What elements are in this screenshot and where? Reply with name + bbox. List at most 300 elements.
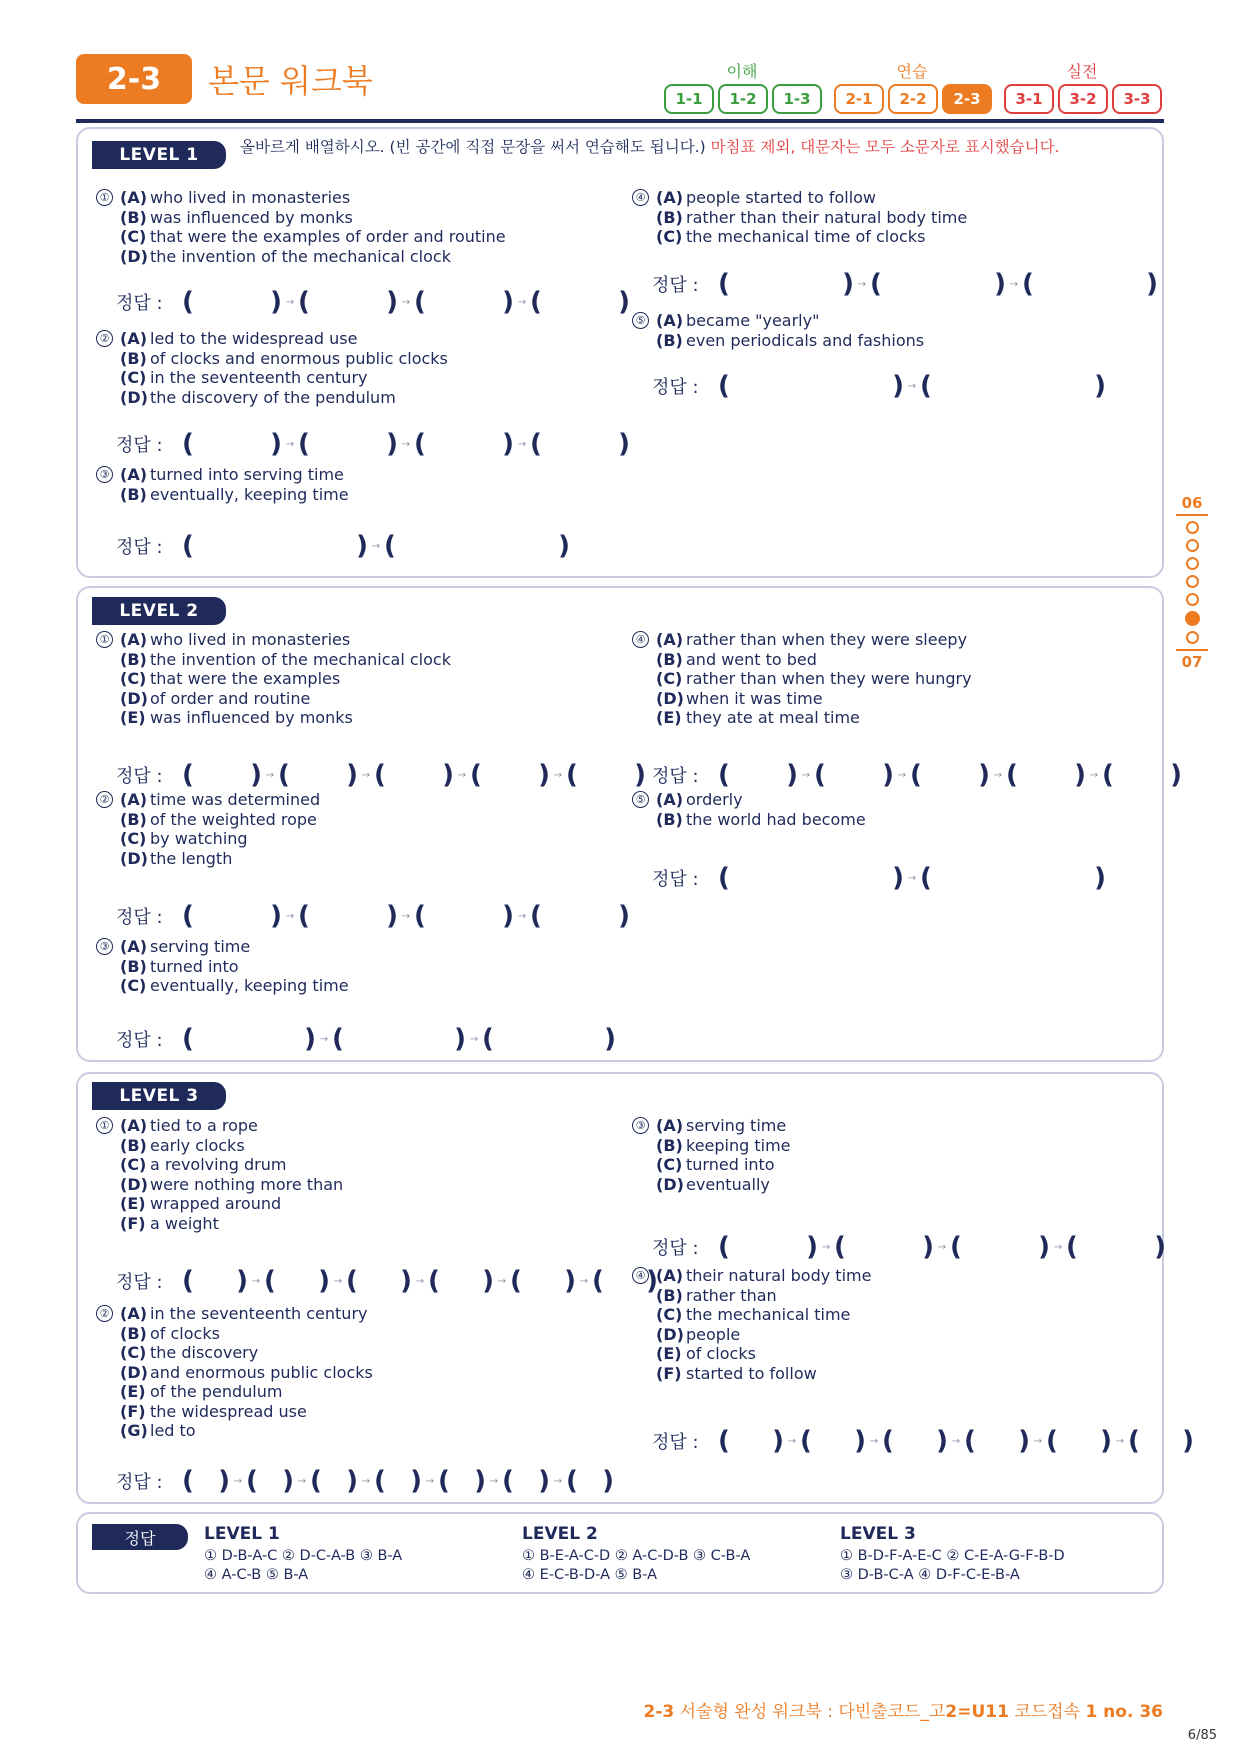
phrase-item bbox=[120, 485, 349, 505]
order-arrow: → bbox=[1115, 1435, 1125, 1447]
phrase-letter: (G) bbox=[120, 1421, 148, 1440]
nav-group-exam bbox=[1004, 84, 1162, 114]
answer-blank[interactable]: ( ) bbox=[530, 429, 630, 459]
phrase-item bbox=[656, 790, 866, 810]
order-arrow: → bbox=[907, 872, 917, 884]
answer-blank[interactable]: ( ) bbox=[182, 901, 282, 931]
order-arrow: → bbox=[285, 438, 295, 450]
phrase-text: of the weighted rope bbox=[150, 809, 317, 829]
unit-badge: 2-3 bbox=[76, 54, 192, 104]
answer-blank[interactable]: ( ) bbox=[502, 1466, 550, 1496]
phrase-item bbox=[120, 708, 451, 728]
phrase-letter: (A) bbox=[120, 188, 148, 207]
answer-blank[interactable]: ( ) bbox=[298, 901, 398, 931]
phrase-item bbox=[656, 1364, 871, 1384]
phrase-letter: (D) bbox=[120, 688, 148, 708]
phrase-letter: (F) bbox=[120, 1213, 146, 1233]
answer-blank[interactable]: ( ) bbox=[592, 1266, 658, 1296]
answer-row bbox=[116, 429, 630, 459]
phrase-letter: (B) bbox=[656, 649, 683, 669]
nav-tab-3-2[interactable]: 3-2 bbox=[1058, 84, 1108, 114]
phrase-text: a revolving drum bbox=[150, 1155, 287, 1174]
order-arrow: → bbox=[857, 278, 867, 290]
level-1-tag: LEVEL 1 bbox=[92, 141, 226, 169]
phrase-text: of order and routine bbox=[150, 688, 311, 708]
phrase-item bbox=[120, 1363, 373, 1383]
answer-blank[interactable]: ( ) bbox=[510, 1266, 576, 1296]
phrase-letter: (D) bbox=[656, 1174, 684, 1194]
answer-blank[interactable]: ( ) bbox=[374, 760, 454, 790]
order-arrow: → bbox=[1033, 1435, 1043, 1447]
order-arrow: → bbox=[251, 1275, 261, 1287]
order-arrow: → bbox=[497, 1275, 507, 1287]
answer-row bbox=[652, 269, 1158, 299]
phrase-text: the world had become bbox=[686, 809, 866, 829]
phrase-letter: (B) bbox=[656, 1285, 683, 1305]
order-arrow: → bbox=[285, 296, 295, 308]
phrase-letter: (A) bbox=[656, 1266, 684, 1285]
order-arrow: → bbox=[517, 910, 527, 922]
phrase-item bbox=[120, 208, 506, 228]
phrase-text: people started to follow bbox=[686, 188, 877, 207]
answer-blank[interactable]: ( ) bbox=[346, 1266, 412, 1296]
answer-blank[interactable]: ( ) bbox=[182, 760, 262, 790]
phrase-text: rather than their natural body time bbox=[686, 207, 968, 227]
phrase-letter: (F) bbox=[656, 1363, 682, 1383]
answer-key-line: ③ D-B-C-A ④ D-F-C-E-B-A bbox=[840, 1567, 1020, 1583]
answer-blank[interactable]: ( ) bbox=[566, 1466, 614, 1496]
nav-tab-1-1[interactable]: 1-1 bbox=[664, 84, 714, 114]
answer-key-heading: LEVEL 3 bbox=[840, 1524, 916, 1544]
answer-blank[interactable]: ( ) bbox=[182, 1466, 230, 1496]
phrase-item bbox=[656, 1136, 791, 1156]
answer-blank[interactable]: ( ) bbox=[834, 1232, 934, 1262]
phrase-letter: (C) bbox=[120, 368, 147, 387]
order-arrow: → bbox=[787, 1435, 797, 1447]
order-arrow: → bbox=[489, 1475, 499, 1487]
phrase-item bbox=[120, 1175, 343, 1195]
order-arrow: → bbox=[457, 769, 467, 781]
phrase-text: of clocks and enormous public clocks bbox=[150, 348, 448, 368]
phrase-item bbox=[120, 188, 506, 208]
category-understanding: 이해 bbox=[726, 62, 758, 81]
order-arrow: → bbox=[821, 1241, 831, 1253]
phrase-item bbox=[120, 1194, 343, 1214]
phrase-item bbox=[120, 227, 506, 247]
order-arrow: → bbox=[1089, 769, 1099, 781]
order-arrow: → bbox=[371, 540, 381, 552]
answer-label: 정답 : bbox=[652, 869, 699, 890]
phrase-letter: (C) bbox=[120, 1155, 147, 1174]
answer-blank[interactable]: ( ) bbox=[910, 760, 990, 790]
phrase-letter: (D) bbox=[120, 848, 148, 868]
answer-key-heading: LEVEL 2 bbox=[522, 1524, 598, 1544]
answer-row bbox=[116, 1466, 614, 1496]
phrase-letter: (E) bbox=[120, 708, 146, 727]
phrase-letter: (B) bbox=[120, 348, 147, 368]
answer-blank[interactable]: ( ) bbox=[882, 1426, 948, 1456]
footer-text-2: 코드접속 bbox=[1014, 1702, 1081, 1722]
answer-row bbox=[652, 371, 1106, 401]
phrase-text: they ate at meal time bbox=[686, 708, 860, 727]
phrase-letter: (A) bbox=[120, 1116, 148, 1135]
phrase-item bbox=[120, 1382, 373, 1402]
nav-tab-2-2[interactable]: 2-2 bbox=[888, 84, 938, 114]
phrase-item bbox=[120, 1402, 373, 1422]
phrase-item bbox=[120, 790, 320, 810]
answer-label: 정답 : bbox=[116, 293, 163, 314]
phrase-text: wrapped around bbox=[150, 1194, 282, 1213]
answer-blank[interactable]: ( ) bbox=[332, 1024, 466, 1054]
phrase-letter: (C) bbox=[656, 1305, 683, 1324]
phrase-text: rather than bbox=[686, 1285, 777, 1305]
phrase-item bbox=[120, 810, 320, 830]
answer-row bbox=[116, 1266, 658, 1296]
answer-blank[interactable]: ( ) bbox=[1102, 760, 1182, 790]
phrase-text: and went to bed bbox=[686, 649, 817, 669]
answer-blank[interactable]: ( ) bbox=[964, 1426, 1030, 1456]
phrase-text: of clocks bbox=[686, 1344, 756, 1363]
order-arrow: → bbox=[993, 769, 1003, 781]
phrase-text: led to the widespread use bbox=[150, 329, 358, 348]
phrase-text: their natural body time bbox=[686, 1266, 872, 1285]
nav-tab-3-3[interactable]: 3-3 bbox=[1112, 84, 1162, 114]
question-number: ② bbox=[96, 791, 113, 808]
answer-blank[interactable]: ( ) bbox=[718, 1232, 818, 1262]
order-arrow: → bbox=[265, 769, 275, 781]
phrase-item bbox=[656, 669, 972, 689]
order-arrow: → bbox=[297, 1475, 307, 1487]
footer-number: 1 no. 36 bbox=[1085, 1702, 1163, 1722]
order-arrow: → bbox=[333, 1275, 343, 1287]
answer-blank[interactable]: ( ) bbox=[278, 760, 358, 790]
nav-tab-2-1[interactable]: 2-1 bbox=[834, 84, 884, 114]
answer-label: 정답 : bbox=[116, 537, 163, 558]
phrase-item bbox=[120, 1214, 343, 1234]
phrase-letter: (C) bbox=[656, 669, 683, 688]
answer-blank[interactable]: ( ) bbox=[718, 269, 854, 299]
phrase-letter: (B) bbox=[120, 207, 147, 227]
question-number: ② bbox=[96, 1305, 113, 1322]
answer-blank[interactable]: ( ) bbox=[950, 1232, 1050, 1262]
nav-tab-3-1[interactable]: 3-1 bbox=[1004, 84, 1054, 114]
phrase-letter: (F) bbox=[120, 1401, 146, 1421]
answer-blank[interactable]: ( ) bbox=[718, 371, 904, 401]
phrase-letter: (B) bbox=[120, 1135, 147, 1155]
phrase-letter: (C) bbox=[120, 669, 147, 688]
phrase-letter: (B) bbox=[120, 1323, 147, 1343]
phrase-text: when it was time bbox=[686, 688, 823, 708]
answer-blank[interactable]: ( ) bbox=[182, 429, 282, 459]
question-number: ③ bbox=[96, 938, 113, 955]
answer-blank[interactable]: ( ) bbox=[1128, 1426, 1194, 1456]
answer-key-level-2 bbox=[522, 1524, 750, 1585]
phrase-text: tied to a rope bbox=[150, 1116, 258, 1135]
answer-row bbox=[652, 760, 1182, 790]
order-arrow: → bbox=[1053, 1241, 1063, 1253]
phrase-item bbox=[120, 689, 451, 709]
answer-key-line: ① B-E-A-C-D ② A-C-D-B ③ C-B-A bbox=[522, 1548, 751, 1564]
phrase-item bbox=[120, 1421, 373, 1441]
nav-group-practice bbox=[834, 84, 992, 114]
section-tracker bbox=[1176, 494, 1208, 671]
phrase-text: eventually, keeping time bbox=[150, 976, 349, 995]
phrase-text: led to bbox=[150, 1421, 196, 1440]
answer-blank[interactable]: ( ) bbox=[414, 901, 514, 931]
answer-blank[interactable]: ( ) bbox=[414, 429, 514, 459]
phrase-text: the discovery of the pendulum bbox=[150, 387, 396, 407]
phrase-item bbox=[120, 465, 349, 485]
phrase-letter: (D) bbox=[656, 688, 684, 708]
nav-tab-1-3[interactable]: 1-3 bbox=[772, 84, 822, 114]
answer-blank[interactable]: ( ) bbox=[566, 760, 646, 790]
order-arrow: → bbox=[361, 1475, 371, 1487]
answer-blank[interactable]: ( ) bbox=[182, 287, 282, 317]
answer-key-line: ① D-B-A-C ② D-C-A-B ③ B-A bbox=[204, 1548, 403, 1564]
answer-blank[interactable]: ( ) bbox=[298, 287, 398, 317]
answer-blank[interactable]: ( ) bbox=[1046, 1426, 1112, 1456]
answer-blank[interactable]: ( ) bbox=[482, 1024, 616, 1054]
answer-blank[interactable]: ( ) bbox=[384, 531, 570, 561]
answer-blank[interactable]: ( ) bbox=[718, 760, 798, 790]
answer-blank[interactable]: ( ) bbox=[246, 1466, 294, 1496]
phrase-item bbox=[120, 630, 451, 650]
order-arrow: → bbox=[469, 1033, 479, 1045]
phrase-item bbox=[120, 1324, 373, 1344]
phrase-text: serving time bbox=[686, 1116, 787, 1135]
phrase-letter: (A) bbox=[120, 465, 148, 484]
phrase-item bbox=[120, 1155, 343, 1175]
answer-blank[interactable]: ( ) bbox=[718, 863, 904, 893]
instruction-main: 올바르게 배열하시오. (빈 공간에 직접 문장을 써서 연습해도 됩니다.) bbox=[240, 138, 706, 156]
phrase-letter: (A) bbox=[120, 1304, 148, 1323]
question-number: ③ bbox=[96, 466, 113, 483]
phrase-item bbox=[656, 227, 967, 247]
phrase-text: was influenced by monks bbox=[150, 207, 353, 227]
answer-label: 정답 : bbox=[652, 1238, 699, 1259]
answer-blank[interactable]: ( ) bbox=[1006, 760, 1086, 790]
phrase-text: a weight bbox=[150, 1213, 219, 1233]
answer-blank[interactable]: ( ) bbox=[1066, 1232, 1166, 1262]
order-arrow: → bbox=[401, 438, 411, 450]
answer-label: 정답 : bbox=[652, 377, 699, 398]
answer-blank[interactable]: ( ) bbox=[414, 287, 514, 317]
instruction bbox=[240, 137, 1140, 158]
phrase-item bbox=[120, 1304, 373, 1324]
phrase-text: in the seventeenth century bbox=[150, 1304, 368, 1323]
question-number: ④ bbox=[632, 189, 649, 206]
phrase-text: the mechanical time of clocks bbox=[686, 227, 926, 246]
phrase-letter: (B) bbox=[656, 330, 683, 350]
phrase-letter: (B) bbox=[656, 809, 683, 829]
header-divider bbox=[76, 119, 1164, 123]
answer-key-line: ④ A-C-B ⑤ B-A bbox=[204, 1567, 309, 1583]
phrase-letter: (C) bbox=[656, 227, 683, 246]
phrase-item bbox=[656, 1286, 871, 1306]
phrase-letter: (B) bbox=[656, 1135, 683, 1155]
answer-blank[interactable]: ( ) bbox=[310, 1466, 358, 1496]
answer-label: 정답 : bbox=[652, 275, 699, 296]
phrase-item bbox=[120, 1116, 343, 1136]
tracker-end: 07 bbox=[1176, 649, 1208, 671]
phrase-letter: (C) bbox=[120, 829, 147, 848]
level-3-panel bbox=[76, 1072, 1194, 1504]
nav-tab-2-3[interactable]: 2-3 bbox=[942, 84, 992, 114]
footer-code-value: 2=U11 bbox=[945, 1702, 1009, 1722]
order-arrow: → bbox=[425, 1475, 435, 1487]
order-arrow: → bbox=[1009, 278, 1019, 290]
tracker-dot-current bbox=[1185, 611, 1200, 626]
phrase-letter: (B) bbox=[120, 956, 147, 976]
phrase-letter: (A) bbox=[656, 790, 684, 809]
phrase-item bbox=[656, 208, 967, 228]
answer-label: 정답 : bbox=[116, 435, 163, 456]
phrase-text: the invention of the mechanical clock bbox=[150, 649, 451, 669]
order-arrow: → bbox=[517, 438, 527, 450]
order-arrow: → bbox=[951, 1435, 961, 1447]
answer-row bbox=[652, 1426, 1194, 1456]
phrase-item bbox=[120, 849, 320, 869]
answer-blank[interactable]: ( ) bbox=[800, 1426, 866, 1456]
answer-blank[interactable]: ( ) bbox=[718, 1426, 784, 1456]
answer-key-line: ① B-D-F-A-E-C ② C-E-A-G-F-B-D bbox=[840, 1548, 1065, 1564]
answer-blank[interactable]: ( ) bbox=[182, 531, 368, 561]
order-arrow: → bbox=[897, 769, 907, 781]
phrase-text: of the pendulum bbox=[150, 1382, 283, 1401]
answer-label: 정답 : bbox=[116, 1030, 163, 1051]
order-arrow: → bbox=[517, 296, 527, 308]
answer-blank[interactable]: ( ) bbox=[298, 429, 398, 459]
level-2-tag: LEVEL 2 bbox=[92, 597, 226, 625]
phrase-item bbox=[120, 247, 506, 267]
answer-label: 정답 : bbox=[652, 766, 699, 787]
phrase-item bbox=[656, 1175, 791, 1195]
order-arrow: → bbox=[415, 1275, 425, 1287]
tracker-dot bbox=[1186, 557, 1199, 570]
category-practice: 연습 bbox=[896, 62, 928, 81]
answer-blank[interactable]: ( ) bbox=[182, 1266, 248, 1296]
answer-blank[interactable]: ( ) bbox=[920, 863, 1106, 893]
answer-key-tag: 정답 bbox=[92, 1524, 188, 1550]
answer-row bbox=[116, 901, 630, 931]
phrase-letter: (B) bbox=[120, 649, 147, 669]
tracker-dot bbox=[1186, 539, 1199, 552]
phrase-letter: (E) bbox=[120, 1194, 146, 1213]
phrase-letter: (D) bbox=[120, 387, 148, 407]
answer-blank[interactable]: ( ) bbox=[870, 269, 1006, 299]
level-3-tag: LEVEL 3 bbox=[92, 1082, 226, 1110]
phrase-text: turned into bbox=[150, 956, 239, 976]
answer-blank[interactable]: ( ) bbox=[470, 760, 550, 790]
question-number: ④ bbox=[632, 1267, 649, 1284]
phrase-text: serving time bbox=[150, 937, 251, 956]
phrase-text: the discovery bbox=[150, 1343, 259, 1362]
phrase-item bbox=[656, 630, 972, 650]
order-arrow: → bbox=[553, 769, 563, 781]
answer-blank[interactable]: ( ) bbox=[182, 1024, 316, 1054]
phrase-text: turned into bbox=[686, 1155, 775, 1174]
phrase-item bbox=[656, 1305, 871, 1325]
phrase-text: by watching bbox=[150, 829, 248, 848]
answer-blank[interactable]: ( ) bbox=[814, 760, 894, 790]
level-2-panel bbox=[76, 586, 1182, 1062]
phrase-text: even periodicals and fashions bbox=[686, 330, 925, 350]
phrase-item bbox=[656, 650, 972, 670]
phrase-letter: (C) bbox=[120, 976, 147, 995]
phrase-letter: (A) bbox=[656, 188, 684, 207]
tracker-dot bbox=[1186, 521, 1199, 534]
phrase-letter: (D) bbox=[120, 246, 148, 266]
answer-row bbox=[116, 760, 646, 790]
answer-blank[interactable]: ( ) bbox=[374, 1466, 422, 1496]
footer-prefix: 2-3 bbox=[643, 1702, 675, 1722]
phrase-letter: (D) bbox=[120, 1362, 148, 1382]
phrase-item bbox=[120, 1136, 343, 1156]
answer-row bbox=[652, 1232, 1166, 1262]
phrase-item bbox=[656, 311, 924, 331]
phrase-item bbox=[120, 368, 448, 388]
footer-text: 서술형 완성 워크북 : 다빈출코드_고 bbox=[679, 1702, 946, 1722]
phrase-text: eventually, keeping time bbox=[150, 484, 349, 504]
answer-row bbox=[652, 863, 1106, 893]
order-arrow: → bbox=[401, 296, 411, 308]
answer-row bbox=[116, 531, 570, 561]
answer-blank[interactable]: ( ) bbox=[1022, 269, 1158, 299]
phrase-letter: (D) bbox=[656, 1324, 684, 1344]
phrase-item bbox=[120, 329, 448, 349]
answer-blank[interactable]: ( ) bbox=[428, 1266, 494, 1296]
phrase-item bbox=[656, 1344, 871, 1364]
answer-blank[interactable]: ( ) bbox=[530, 901, 630, 931]
phrase-item bbox=[120, 1343, 373, 1363]
answer-blank[interactable]: ( ) bbox=[920, 371, 1106, 401]
phrase-item bbox=[120, 388, 448, 408]
phrase-item bbox=[120, 976, 349, 996]
order-arrow: → bbox=[907, 380, 917, 392]
question-number: ③ bbox=[632, 1117, 649, 1134]
answer-label: 정답 : bbox=[116, 766, 163, 787]
phrase-text: in the seventeenth century bbox=[150, 368, 368, 387]
phrase-text: of clocks bbox=[150, 1323, 220, 1343]
phrase-item bbox=[656, 188, 967, 208]
phrase-text: keeping time bbox=[686, 1135, 791, 1155]
answer-blank[interactable]: ( ) bbox=[438, 1466, 486, 1496]
level-1-panel bbox=[76, 127, 1164, 578]
answer-label: 정답 : bbox=[116, 1472, 163, 1493]
question-number: ④ bbox=[632, 631, 649, 648]
phrase-item bbox=[656, 331, 924, 351]
answer-key-line: ④ E-C-B-D-A ⑤ B-A bbox=[522, 1567, 658, 1583]
phrase-item bbox=[656, 1155, 791, 1175]
nav-tab-1-2[interactable]: 1-2 bbox=[718, 84, 768, 114]
phrase-item bbox=[120, 349, 448, 369]
tracker-dot bbox=[1186, 593, 1199, 606]
phrase-item bbox=[656, 1325, 871, 1345]
phrase-letter: (E) bbox=[656, 708, 682, 727]
phrase-text: turned into serving time bbox=[150, 465, 344, 484]
phrase-item bbox=[120, 829, 320, 849]
answer-blank[interactable]: ( ) bbox=[264, 1266, 330, 1296]
tracker-start: 06 bbox=[1176, 494, 1208, 516]
question-number: ⑤ bbox=[632, 791, 649, 808]
phrase-text: and enormous public clocks bbox=[150, 1362, 373, 1382]
answer-blank[interactable]: ( ) bbox=[530, 287, 630, 317]
phrase-text: started to follow bbox=[686, 1363, 817, 1383]
order-arrow: → bbox=[233, 1475, 243, 1487]
phrase-letter: (B) bbox=[120, 484, 147, 504]
phrase-item bbox=[656, 810, 866, 830]
order-arrow: → bbox=[401, 910, 411, 922]
